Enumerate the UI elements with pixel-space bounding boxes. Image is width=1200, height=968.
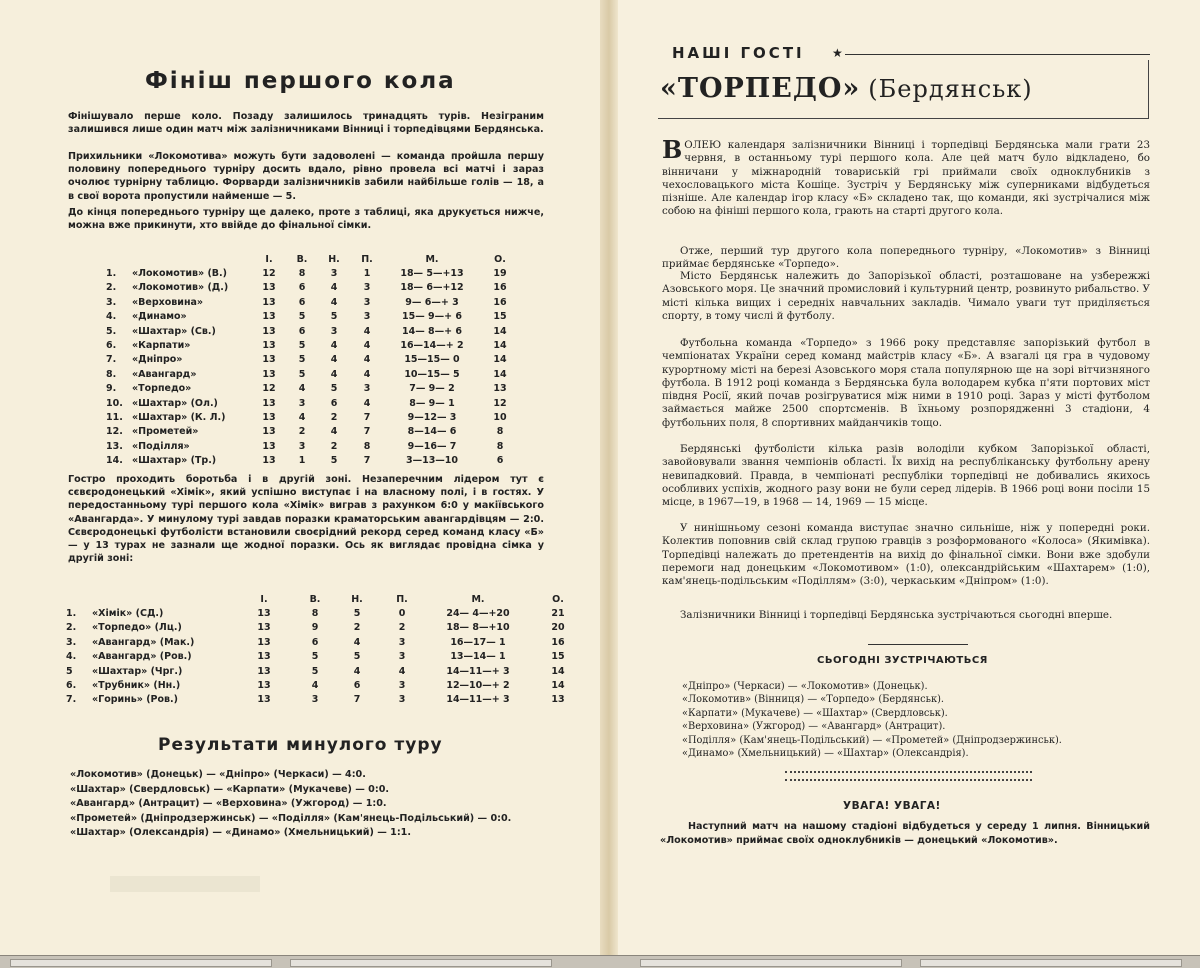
table-cell: 13 <box>262 296 276 308</box>
table-row <box>104 295 520 309</box>
table-cell: 13 <box>262 426 276 438</box>
table-cell: 6 <box>496 455 504 467</box>
table-cell: 9—16— 7 <box>407 440 457 452</box>
table-cell: 2 <box>398 622 406 634</box>
drop-cap: В <box>662 135 683 164</box>
table-cell: 14 <box>551 665 565 677</box>
list-item: «Поділля» (Кам'янець-Подільський) — «Прометей» (Дніпродзержинськ). <box>682 734 1062 746</box>
table-header-cell: І. <box>265 253 273 265</box>
table-cell: 6 <box>298 325 306 337</box>
paper-smudge <box>110 876 260 892</box>
table-cell: 12 <box>262 383 276 395</box>
table-cell: 14 <box>551 680 565 692</box>
right-paragraph-2: Отже, перший тур другого кола попереднього турніру, «Локомотив» з Вінниці приймає бердянське «Торпедо». <box>662 245 1150 271</box>
table-cell: 5 <box>330 455 338 467</box>
table-cell: «Шахтар» (Чрг.) <box>92 665 183 677</box>
table-header-row <box>64 592 586 606</box>
table-cell: 5 <box>311 651 319 663</box>
page-gutter <box>600 0 618 955</box>
left-paragraph-4: Гостро проходить боротьба і в другій зоні. Незаперечним лідером тут є сєвєродонецький «Хімік», який успішно виступає і на власному полі, і в гостях. У передостанньому турі першого кола «Хімік» виграв з рахунком 6:0 у макіївського «Авангарда». У минулому турі завдав поразки краматорським авангардівцям — 2:0. Сєвєродонецькі футболісти встановили своєрідний рекорд серед команд класу «Б» — у 13 турах не зазнали ще жодної поразки. Ось як виглядає провідна сімка у другій зоні: <box>68 474 544 565</box>
table-cell: «Динамо» <box>132 311 187 323</box>
fixtures-list <box>682 680 1152 760</box>
left-paragraph-3: До кінця попереднього турніру ще далеко, проте з таблиці, яка друкується нижче, можна вже прикинути, хто ввійде до фінальної сімки. <box>68 207 544 232</box>
table-cell: 1. <box>106 268 117 280</box>
table-cell: «Поділля» <box>132 440 190 452</box>
table-cell: 6 <box>330 397 338 409</box>
table-header-cell: В. <box>296 253 308 265</box>
list-item: «Шахтар» (Олександрія) — «Динамо» (Хмельницький) — 1:1. <box>70 827 411 838</box>
table-cell: 3—13—10 <box>405 455 459 467</box>
table-header-cell: Н. <box>351 593 363 605</box>
table-cell: 16—17— 1 <box>450 636 506 648</box>
table-cell: 19 <box>493 268 507 280</box>
table-row <box>64 650 586 664</box>
table-row <box>104 382 520 396</box>
table-cell: 15— 9—+ 6 <box>401 311 462 323</box>
right-paragraph-6: У нинішньому сезоні команда виступає значно сильніше, ніж у попередні роки. Колектив поповнив свій склад групою гравців з розформованого «Колоса» (Якимівка). Торпедівці належать до претендентів на вихід до фінальної сімки. Вони вже здобули перемоги над донецьким «Локомотивом» (1:0), олександрійським «Шахтарем» (1:0), кам'янець-подільським «Поділлям» (3:0), черкаським «Дніпром» (1:0). <box>662 522 1150 588</box>
table-cell: 3 <box>330 268 338 280</box>
today-title: СЬОГОДНІ ЗУСТРІЧАЮТЬСЯ <box>817 655 988 666</box>
right-paragraph-1 <box>662 135 1150 219</box>
table-cell: «Трубник» (Нн.) <box>92 680 181 692</box>
table-header-cell: О. <box>552 593 564 605</box>
table-cell: 10 <box>493 411 507 423</box>
list-item: «Прометей» (Дніпродзержинськ) — «Поділля» (Кам'янець-Подільський) — 0:0. <box>70 812 512 824</box>
table-row <box>104 338 520 352</box>
table-row <box>104 367 520 381</box>
table-row <box>104 439 520 453</box>
table-row <box>104 353 520 367</box>
table-cell: 4 <box>298 411 306 423</box>
list-item: «Верховина» (Ужгород) — «Авангард» (Антрацит). <box>682 721 946 733</box>
table-cell: 4 <box>363 397 371 409</box>
table-cell: 4 <box>330 340 338 352</box>
table-cell: «Торпедо» (Лц.) <box>92 622 182 634</box>
table-cell: 3 <box>311 694 319 706</box>
table-cell: 5 <box>298 368 306 380</box>
table-cell: 5 <box>66 665 73 677</box>
table-cell: 13 <box>257 608 271 620</box>
table-cell: 16 <box>551 636 565 648</box>
table-cell: «Верховина» <box>132 296 204 308</box>
list-item: «Шахтар» (Свердловськ) — «Карпати» (Мукачеве) — 0:0. <box>70 783 390 795</box>
table-cell: «Локомотив» (Д.) <box>132 282 229 294</box>
table-cell: 4. <box>106 311 117 323</box>
list-item: «Динамо» (Хмельницький) — «Шахтар» (Олександрія). <box>682 748 969 760</box>
table-cell: 13 <box>262 325 276 337</box>
table-row <box>104 310 520 324</box>
table-cell: 2 <box>330 440 338 452</box>
table-cell: 4 <box>311 680 319 692</box>
table-cell: 4 <box>353 636 361 648</box>
table-cell: 13 <box>262 397 276 409</box>
table-cell: 14 <box>493 340 507 352</box>
table-cell: 14— 8—+ 6 <box>401 325 462 337</box>
list-item: «Локомотив» (Донецьк) — «Дніпро» (Черкаси) — 4:0. <box>70 769 366 780</box>
table-cell: 3 <box>363 383 371 395</box>
table-cell: 14—11—+ 3 <box>446 694 510 706</box>
standings-table-zone-1 <box>104 252 520 468</box>
table-cell: 6 <box>353 680 361 692</box>
table-header-row <box>104 252 520 266</box>
table-row <box>64 678 586 692</box>
table-cell: 4 <box>330 296 338 308</box>
table-cell: 5 <box>353 651 361 663</box>
results-title: Результати минулого туру <box>158 735 443 755</box>
table-cell: 4 <box>363 325 371 337</box>
table-cell: 15 <box>493 311 507 323</box>
table-cell: 13 <box>257 665 271 677</box>
table-cell: 8 <box>363 440 371 452</box>
table-cell: 5 <box>330 311 338 323</box>
table-cell: 13 <box>262 440 276 452</box>
table-cell: 5 <box>353 608 361 620</box>
table-header-cell: П. <box>396 593 408 605</box>
table-cell: 1. <box>66 608 77 620</box>
scanner-edge <box>0 955 1200 968</box>
table-cell: 4 <box>330 282 338 294</box>
table-cell: 1 <box>298 455 306 467</box>
standings-table-zone-2 <box>64 592 586 707</box>
table-cell: 2. <box>106 282 117 294</box>
table-row <box>64 635 586 649</box>
table-cell: 12 <box>493 397 507 409</box>
table-cell: «Прометей» <box>132 426 199 438</box>
table-cell: 3. <box>106 296 117 308</box>
table-header-cell: Н. <box>328 253 340 265</box>
table-row <box>104 410 520 424</box>
table-cell: 13 <box>262 311 276 323</box>
table-cell: 7 <box>363 426 371 438</box>
table-cell: 6 <box>298 296 306 308</box>
team-name: «ТОРПЕДО» <box>660 73 861 104</box>
table-cell: 14—11—+ 3 <box>446 665 510 677</box>
table-cell: 6 <box>298 282 306 294</box>
table-cell: 8—14— 6 <box>407 426 457 438</box>
table-cell: «Локомотив» (В.) <box>132 268 227 280</box>
star-icon: ★ <box>832 46 843 60</box>
attention-title: УВАГА! УВАГА! <box>843 800 941 812</box>
table-cell: 7— 9— 2 <box>409 383 455 395</box>
table-cell: 14. <box>106 455 123 467</box>
table-cell: 13 <box>257 651 271 663</box>
table-cell: 4 <box>330 368 338 380</box>
table-cell: 24— 4—+20 <box>446 608 510 620</box>
results-list <box>70 768 544 841</box>
table-header-cell: І. <box>260 593 268 605</box>
table-cell: 9— 6—+ 3 <box>405 296 459 308</box>
table-cell: 2 <box>298 426 306 438</box>
list-item: «Авангард» (Антрацит) — «Верховина» (Ужгород) — 1:0. <box>70 798 387 809</box>
right-paragraph-3: Місто Бердянськ належить до Запорізької області, розташоване на узбережжі Азовського моря. Це значний промисловий і культурний центр, розвинуто рибальство. У місті кілька вищих і середніх навчальних закладів. Чимало уваги тут приділяється спорту, в тому числі й футболу. <box>662 270 1150 322</box>
table-cell: 10. <box>106 397 123 409</box>
table-cell: 16 <box>493 282 507 294</box>
table-cell: 3 <box>330 325 338 337</box>
table-cell: 13. <box>106 440 123 452</box>
table-cell: 1 <box>363 268 371 280</box>
list-item: «Карпати» (Мукачеве) — «Шахтар» (Свердловськ). <box>682 707 948 719</box>
table-row <box>104 266 520 280</box>
table-cell: 4 <box>298 383 306 395</box>
table-cell: «Дніпро» <box>132 354 183 366</box>
table-cell: 14 <box>493 325 507 337</box>
table-cell: 4. <box>66 651 77 663</box>
table-cell: 5 <box>298 311 306 323</box>
table-cell: 3 <box>363 282 371 294</box>
table-cell: 5. <box>106 325 117 337</box>
table-cell: 0 <box>398 608 406 620</box>
table-cell: 6. <box>106 340 117 352</box>
table-cell: 3 <box>398 680 406 692</box>
table-cell: «Шахтар» (Ол.) <box>132 397 218 409</box>
table-cell: 13 <box>262 368 276 380</box>
table-cell: 18— 6—+12 <box>400 282 464 294</box>
table-cell: 18— 8—+10 <box>446 622 510 634</box>
table-cell: «Шахтар» (Тр.) <box>132 455 217 467</box>
table-cell: 18— 5—+13 <box>400 268 464 280</box>
left-title: Фініш першого кола <box>145 68 456 94</box>
table-cell: 5 <box>298 340 306 352</box>
table-cell: 10—15— 5 <box>404 368 460 380</box>
table-cell: 9. <box>106 383 117 395</box>
right-paragraph-4: Футбольна команда «Торпедо» з 1966 року представляє запорізький футбол в чемпіонатах України серед команд майстрів класу «Б». А взагалі ця гра в чудовому курортному місті на березі Азовського моря стала популярною ще на зорі вітчизняного футбола. В 1912 році команда з Бердянська була володарем кубка п'яти портових міст півдня Росії, який почав розігруватися між ними в 1910 році. Зараз у місті футболом займається майже 2500 спортсменів. В їхньому розпорядженні 3 стадіони, 4 футбольних поля, 8 спортивних майданчиків тощо. <box>662 337 1150 429</box>
section-rule <box>868 644 968 645</box>
table-cell: 13 <box>493 383 507 395</box>
table-cell: «Авангард» (Ров.) <box>92 651 192 663</box>
table-header-cell: О. <box>494 253 506 265</box>
table-cell: 6 <box>311 636 319 648</box>
table-cell: 13 <box>257 680 271 692</box>
list-item: «Локомотив» (Вінниця) — «Торпедо» (Бердянськ). <box>682 694 945 706</box>
list-item: «Дніпро» (Черкаси) — «Локомотив» (Донецьк). <box>682 681 928 692</box>
table-cell: 13 <box>262 340 276 352</box>
table-row <box>104 396 520 410</box>
table-cell: 7. <box>106 354 117 366</box>
table-row <box>64 606 586 620</box>
table-cell: 5 <box>298 354 306 366</box>
table-cell: 9 <box>311 622 319 634</box>
table-cell: «Авангард» <box>132 368 197 380</box>
table-cell: 12. <box>106 426 123 438</box>
kicker-label: НАШІ ГОСТІ <box>672 44 805 62</box>
table-cell: 14 <box>493 354 507 366</box>
table-cell: 11. <box>106 411 123 423</box>
table-cell: 8— 9— 1 <box>409 397 455 409</box>
table-row <box>104 324 520 338</box>
table-cell: 15 <box>551 651 565 663</box>
table-cell: 3 <box>298 440 306 452</box>
attention-text: Наступний матч на нашому стадіоні відбудеться у середу 1 липня. Вінницький «Локомотив» приймає своїх одноклубників — донецький «Локомотив». <box>660 821 1150 846</box>
table-cell: 8 <box>496 426 504 438</box>
table-header-cell: В. <box>309 593 321 605</box>
right-paragraph-5: Бердянські футболісти кілька разів володіли кубком Запорізької області, завойовували звання чемпіонів області. Їх вихід на республіканську футбольну арену невипадковий. Правда, в чемпіонаті республіки торпедівці не добивались якихось особливих успіхів, жодного разу вони не були серед лідерів. В 1966 році вони посіли 15 місце, в 1967—19, в 1968 — 14, 1969 — 15 місце. <box>662 443 1150 509</box>
table-cell: «Торпедо» <box>132 383 192 395</box>
table-cell: 9—12— 3 <box>407 411 457 423</box>
table-header-cell: П. <box>361 253 373 265</box>
table-cell: 3. <box>66 636 77 648</box>
right-paragraph-1-text: ОЛЕЮ календаря залізничники Вінниці і торпедівці Бердянська мали грати 23 червня, в останньому турі першого кола. Але цей матч було відкладено, бо вінничани у міжнародній товариській грі приймали своїх одноклубників з чехословацького міста Кошіце. Зустріч у Бердянську між суперниками відбудеться пізніше. Але календар ігор класу «Б» складено так, що команди, які зустрічалися між собою на фініші першого кола, грають на старті другого кола. <box>662 139 1150 218</box>
table-cell: 13 <box>262 411 276 423</box>
table-cell: 15—15— 0 <box>404 354 460 366</box>
table-cell: 2. <box>66 622 77 634</box>
table-cell: «Хімік» (СД.) <box>92 608 164 620</box>
table-cell: 4 <box>330 354 338 366</box>
table-cell: 3 <box>298 397 306 409</box>
right-paragraph-7: Залізничники Вінниці і торпедівці Бердянська зустрічаються сьогодні вперше. <box>680 609 1113 621</box>
table-row <box>104 281 520 295</box>
table-row <box>64 621 586 635</box>
table-cell: 5 <box>311 665 319 677</box>
table-cell: 4 <box>353 665 361 677</box>
table-cell: 3 <box>363 296 371 308</box>
table-cell: 8 <box>298 268 306 280</box>
table-cell: «Горинь» (Ров.) <box>92 694 178 706</box>
table-cell: 7. <box>66 694 77 706</box>
table-cell: 4 <box>330 426 338 438</box>
table-header-cell: М. <box>425 253 439 265</box>
table-cell: 4 <box>363 354 371 366</box>
table-row <box>64 693 586 707</box>
table-cell: 13 <box>262 354 276 366</box>
table-cell: 3 <box>363 311 371 323</box>
table-cell: 2 <box>353 622 361 634</box>
table-cell: 12—10—+ 2 <box>446 680 510 692</box>
table-cell: 7 <box>363 455 371 467</box>
table-row <box>104 453 520 467</box>
table-cell: 13 <box>257 622 271 634</box>
table-cell: «Карпати» <box>132 340 191 352</box>
table-cell: 6. <box>66 680 77 692</box>
left-paragraph-2: Прихильники «Локомотива» можуть бути задоволені — команда пройшла першу половину попереднього турніру досить вдало, рівно провела всі матчі і зараз очолює турнірну таблицю. Форварди залізничників забили найбільше голів — 18, а в свої ворота пропустили найменше — 5. <box>68 151 544 202</box>
table-cell: 14 <box>493 368 507 380</box>
table-cell: «Шахтар» (Св.) <box>132 325 216 337</box>
table-cell: 2 <box>330 411 338 423</box>
table-cell: 20 <box>551 622 565 634</box>
left-paragraph-1: Фінішувало перше коло. Позаду залишилось тринадцять турів. Незіграним залишився лише один матч між залізничниками Вінниці і торпедівцями Бердянська. <box>68 111 544 136</box>
table-cell: 21 <box>551 608 565 620</box>
table-cell: 3 <box>398 694 406 706</box>
table-cell: 8 <box>496 440 504 452</box>
table-row <box>104 425 520 439</box>
table-cell: 13—14— 1 <box>450 651 506 663</box>
table-cell: 16—14—+ 2 <box>400 340 464 352</box>
table-cell: 8. <box>106 368 117 380</box>
team-city: (Бердянськ) <box>868 75 1033 103</box>
table-cell: 4 <box>398 665 406 677</box>
table-cell: 7 <box>353 694 361 706</box>
table-cell: 4 <box>363 368 371 380</box>
table-cell: 13 <box>257 694 271 706</box>
table-cell: 4 <box>363 340 371 352</box>
table-cell: 13 <box>262 455 276 467</box>
table-header-cell: М. <box>471 593 485 605</box>
table-cell: 3 <box>398 651 406 663</box>
kicker-rule <box>845 54 1150 55</box>
table-cell: 3 <box>398 636 406 648</box>
dotted-divider <box>785 771 1032 781</box>
right-title <box>660 73 1033 104</box>
table-cell: 12 <box>262 268 276 280</box>
table-cell: 13 <box>262 282 276 294</box>
table-cell: 7 <box>363 411 371 423</box>
table-cell: 8 <box>311 608 319 620</box>
table-cell: «Шахтар» (К. Л.) <box>132 411 226 423</box>
table-cell: 13 <box>551 694 565 706</box>
table-cell: 13 <box>257 636 271 648</box>
table-cell: 5 <box>330 383 338 395</box>
table-cell: 16 <box>493 296 507 308</box>
table-row <box>64 664 586 678</box>
table-cell: «Авангард» (Мак.) <box>92 636 195 648</box>
